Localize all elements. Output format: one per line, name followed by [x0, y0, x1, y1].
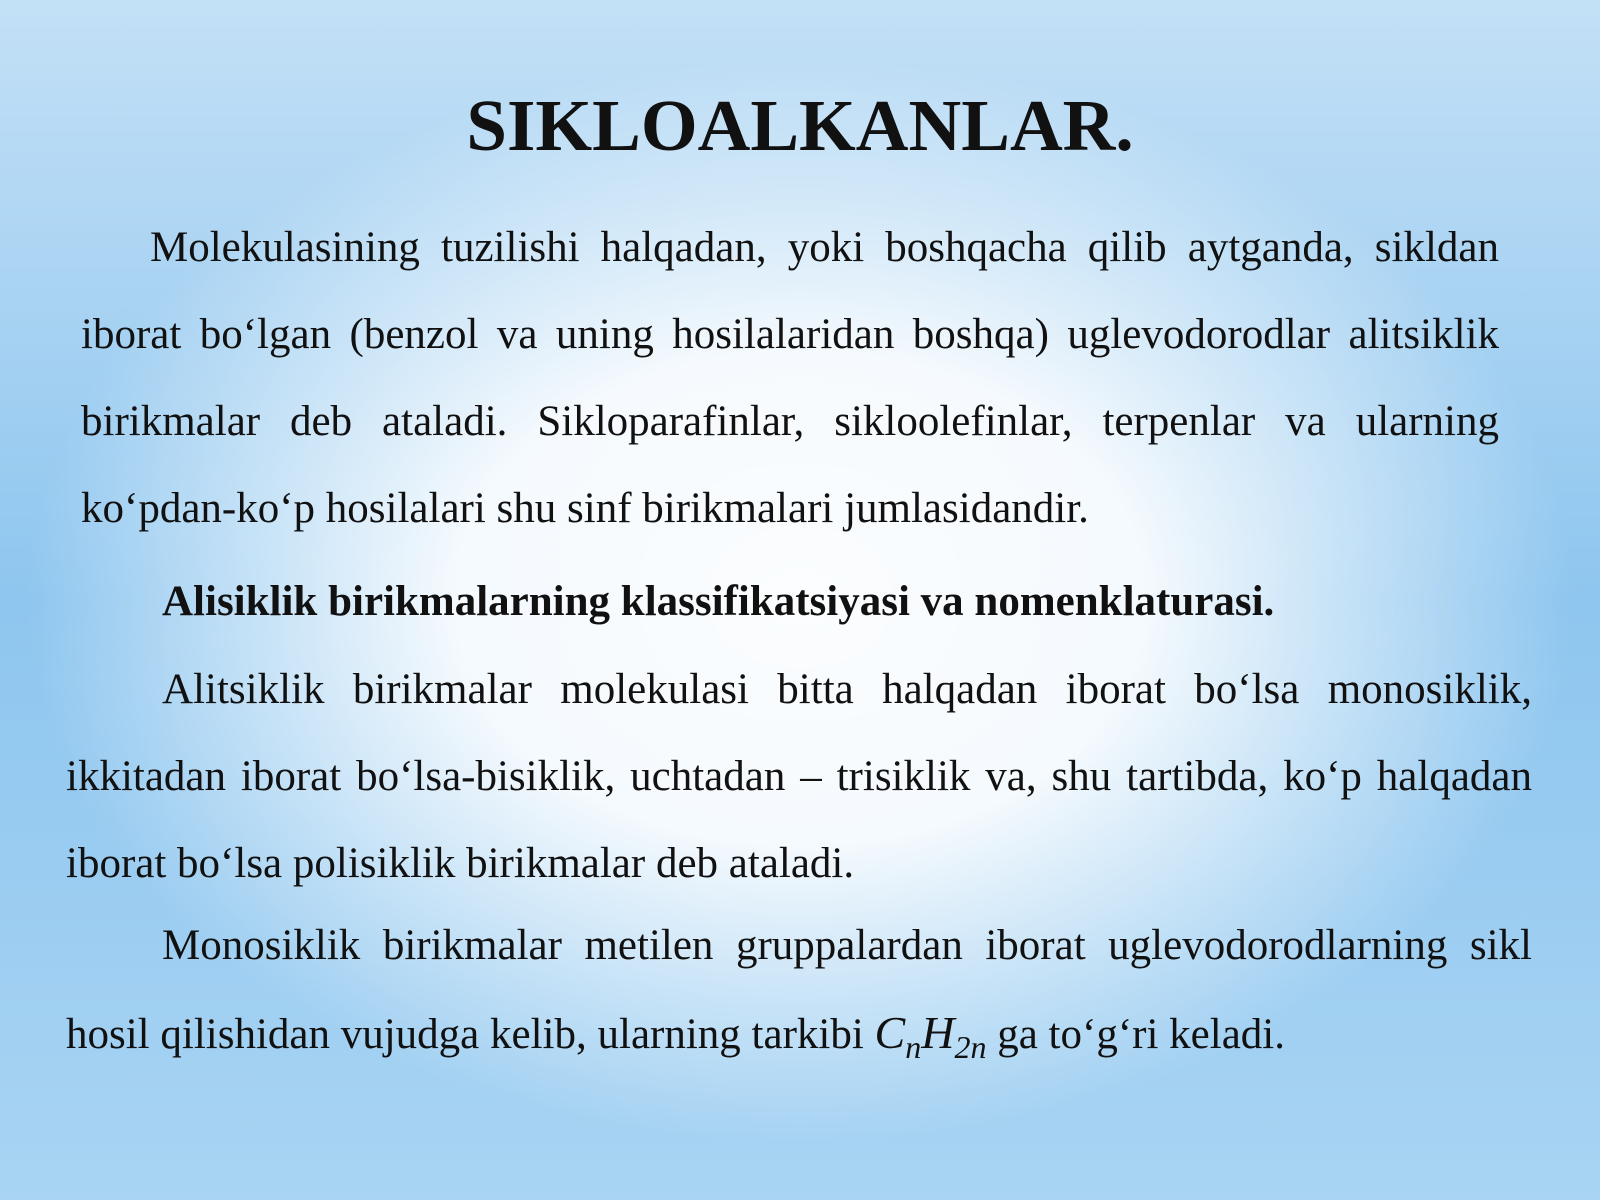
paragraph-monocyclic [66, 902, 1532, 1078]
formula-hydrogen: H [921, 1007, 955, 1058]
formula-carbon-subscript: n [905, 1029, 922, 1065]
section-subheading: Alisiklik birikmalarning klassifikatsiyasi va nomenklaturasi. [162, 578, 1275, 625]
general-formula [874, 1007, 987, 1065]
paragraph-classification: Alitsiklik birikmalar molekulasi bitta halqadan iborat bo‘lsa monosiklik, ikkitadan iborat bo‘lsa-bisiklik, uchtadan – trisiklik va, shu tartibda, ko‘p halqadan iborat bo‘lsa polisiklik birikmalar deb ataladi. [66, 666, 1532, 887]
formula-carbon: C [874, 1007, 906, 1058]
paragraph-definition: Molekulasining tuzilishi halqadan, yoki boshqacha qilib aytganda, sikldan iborat bo‘lgan (benzol va uning hosilalaridan boshqa) uglevodorodlar alitsiklik birikmalar deb ataladi. Sikloparafinlar, sikloolefinlar, terpenlar va ularning ko‘pdan-ko‘p hosilalari shu sinf birikmalari jumlasidandir. [81, 224, 1499, 532]
formula-hydrogen-subscript: 2n [954, 1029, 987, 1065]
slide-title: SIKLOALKANLAR. [466, 85, 1134, 166]
paragraph-monocyclic-ending: ga to‘g‘ri keladi. [986, 1011, 1285, 1058]
paragraph-monocyclic-text: Monosiklik birikmalar metilen gruppalardan iborat uglevodorodlarning sikl hosil qilishidan vujudga kelib, ularning tarkibi [66, 922, 1532, 1058]
